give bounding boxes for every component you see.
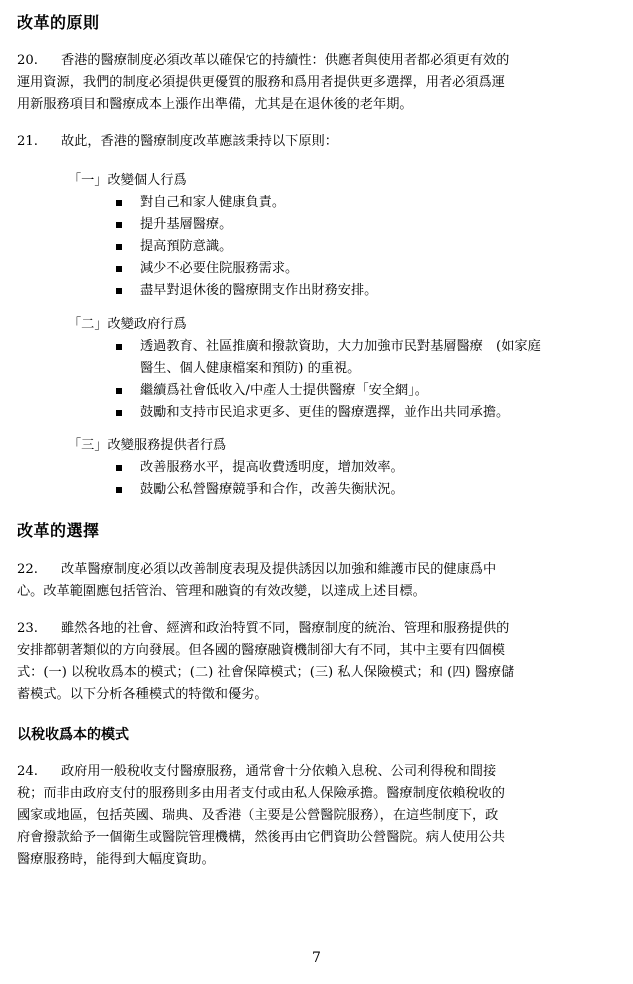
paragraph-text: 改革醫療制度必須以改善制度表現及提供誘因以加強和維護市民的健康爲中 xyxy=(61,562,497,577)
bullet-icon xyxy=(116,388,122,394)
paragraph-line xyxy=(17,618,619,640)
paragraph-line: 運用資源，我們的制度必須提供更優質的服務和爲用者提供更多選擇，用者必須爲運 xyxy=(17,75,505,90)
bullet-item xyxy=(0,192,623,214)
bullet-icon xyxy=(116,410,122,416)
bullet-text-continued: 醫生、個人健康檔案和預防) 的重視。 xyxy=(140,361,361,376)
bullet-list xyxy=(68,336,623,424)
bullet-item xyxy=(0,214,623,236)
paragraph-text: 香港的醫療制度必須改革以確保它的持續性：供應者與使用者都必須更有效的 xyxy=(61,53,510,68)
bullet-list xyxy=(68,192,623,302)
bullet-text: 減少不必要住院服務需求。 xyxy=(140,261,299,276)
bullet-item xyxy=(0,280,623,302)
principle-group-title: 「一」改變個人行爲 xyxy=(68,173,187,188)
bullet-text: 鼓勵公私營醫療競爭和合作，改善失衡狀況。 xyxy=(140,482,404,497)
principle-group-title: 「三」改變服務提供者行爲 xyxy=(68,438,227,453)
bullet-icon xyxy=(116,465,122,471)
paragraph-number: 24. xyxy=(17,764,38,779)
paragraph-line: 醫療服務時，能得到大幅度資助。 xyxy=(17,852,215,867)
bullet-item xyxy=(0,479,623,501)
principle-group-providers xyxy=(68,435,623,501)
bullet-text: 透過教育、社區推廣和撥款資助，大力加強市民對基層醫療 (如家庭 xyxy=(140,339,541,354)
bullet-text: 對自己和家人健康負責。 xyxy=(140,195,286,210)
paragraph-text: 雖然各地的社會、經濟和政治特質不同，醫療制度的統治、管理和服務提供的 xyxy=(61,621,510,636)
bullet-text: 繼續爲社會低收入/中產人士提供醫療「安全網」。 xyxy=(140,383,428,398)
paragraph-line: 用新服務項目和醫療成本上漲作出準備，尤其是在退休後的老年期。 xyxy=(17,97,413,112)
bullet-item xyxy=(0,402,623,424)
bullet-item xyxy=(0,457,623,479)
bullet-text: 提高預防意識。 xyxy=(140,239,233,254)
bullet-text: 改善服務水平，提高收費透明度，增加效率。 xyxy=(140,460,404,475)
subsection-heading-tax-model: 以稅收爲本的模式 xyxy=(17,727,129,743)
paragraph-number: 22. xyxy=(17,562,38,577)
paragraph-line: 蓄模式。以下分析各種模式的特徵和優劣。 xyxy=(17,687,268,702)
paragraph-line: 心。改革範圍應包括管治、管理和融資的有效改變，以達成上述目標。 xyxy=(17,584,426,599)
bullet-icon xyxy=(116,288,122,294)
paragraph-24 xyxy=(17,761,619,871)
paragraph-line xyxy=(17,50,619,72)
section-heading-principles: 改革的原則 xyxy=(17,13,100,32)
paragraph-line xyxy=(17,131,619,153)
bullet-text: 盡早對退休後的醫療開支作出財務安排。 xyxy=(140,283,378,298)
bullet-list xyxy=(68,457,623,501)
bullet-text: 提升基層醫療。 xyxy=(140,217,233,232)
bullet-icon xyxy=(116,244,122,250)
paragraph-23 xyxy=(17,618,619,706)
bullet-icon xyxy=(116,266,122,272)
bullet-item xyxy=(0,236,623,258)
bullet-text: 鼓勵和支持市民追求更多、更佳的醫療選擇，並作出共同承擔。 xyxy=(140,405,510,420)
paragraph-line xyxy=(17,761,619,783)
section-heading-choices: 改革的選擇 xyxy=(17,521,100,540)
bullet-item xyxy=(0,336,623,380)
principle-group-individual xyxy=(68,170,623,302)
paragraph-number: 21. xyxy=(17,134,38,149)
paragraph-22 xyxy=(17,559,619,603)
principle-group-government xyxy=(68,314,623,424)
paragraph-number: 20. xyxy=(17,53,38,68)
paragraph-number: 23. xyxy=(17,621,38,636)
page-number: 7 xyxy=(312,950,321,966)
paragraph-line xyxy=(17,559,619,581)
bullet-item xyxy=(0,380,623,402)
paragraph-line: 稅；而非由政府支付的服務則多由用者支付或由私人保險承擔。醫療制度依賴稅收的 xyxy=(17,786,505,801)
bullet-icon xyxy=(116,344,122,350)
bullet-item xyxy=(0,258,623,280)
paragraph-line: 安排都朝著類似的方向發展。但各國的醫療融資機制卻大有不同，其中主要有四個模 xyxy=(17,643,505,658)
bullet-icon xyxy=(116,200,122,206)
paragraph-20 xyxy=(17,50,619,116)
paragraph-21 xyxy=(17,131,619,153)
bullet-icon xyxy=(116,487,122,493)
paragraph-line: 國家或地區，包括英國、瑞典、及香港（主要是公營醫院服務），在這些制度下，政 xyxy=(17,808,499,823)
principle-group-title: 「二」改變政府行爲 xyxy=(68,317,187,332)
paragraph-line: 府會撥款給予一個衛生或醫院管理機構，然後再由它們資助公營醫院。病人使用公共 xyxy=(17,830,505,845)
paragraph-text: 故此，香港的醫療制度改革應該秉持以下原則： xyxy=(61,134,338,149)
bullet-icon xyxy=(116,222,122,228)
paragraph-line: 式：(一) 以稅收爲本的模式；(二) 社會保障模式；(三) 私人保險模式；和 (四) 醫療儲 xyxy=(17,665,515,680)
paragraph-text: 政府用一般稅收支付醫療服務，通常會十分依賴入息稅、公司利得稅和間接 xyxy=(61,764,497,779)
